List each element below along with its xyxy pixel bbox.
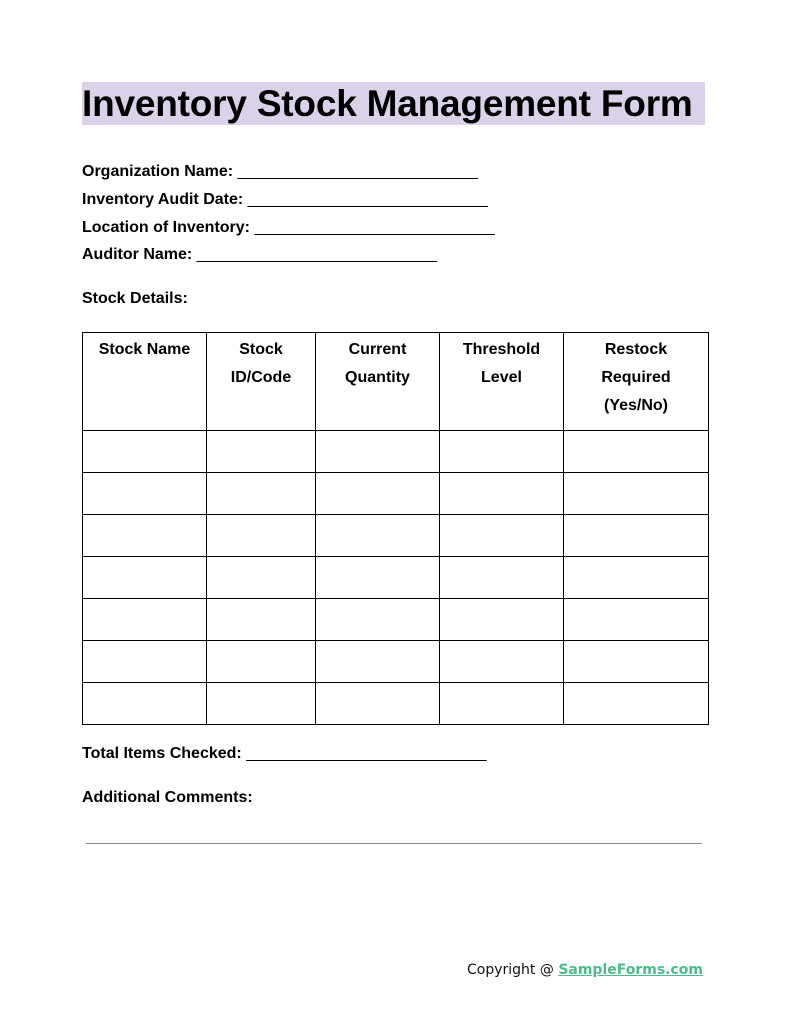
field-blank[interactable]: ___________________________ <box>247 191 488 208</box>
header-threshold-level: Threshold Level <box>440 333 564 431</box>
field-blank[interactable]: ___________________________ <box>237 163 478 180</box>
table-cell[interactable] <box>564 431 709 473</box>
table-header-row <box>83 333 709 431</box>
location-field[interactable] <box>82 218 495 238</box>
organization-name-field[interactable] <box>82 162 478 182</box>
stock-details-heading: Stock Details: <box>82 290 188 307</box>
table-row <box>83 557 709 599</box>
total-items-field[interactable] <box>82 744 486 764</box>
table-row <box>83 515 709 557</box>
table-cell[interactable] <box>564 473 709 515</box>
field-blank[interactable]: ___________________________ <box>196 246 437 263</box>
page-title: Inventory Stock Management Form <box>82 82 705 125</box>
table-cell[interactable] <box>440 431 564 473</box>
auditor-name-field[interactable] <box>82 245 437 265</box>
table-cell[interactable] <box>207 683 316 725</box>
table-row <box>83 599 709 641</box>
table-cell[interactable] <box>83 473 207 515</box>
field-label: Inventory Audit Date: <box>82 191 244 208</box>
table-cell[interactable] <box>83 515 207 557</box>
table-cell[interactable] <box>207 641 316 683</box>
table-cell[interactable] <box>83 599 207 641</box>
sampleforms-link[interactable]: SampleForms.com <box>558 962 704 978</box>
copyright-footer <box>467 962 703 978</box>
table-cell[interactable] <box>564 683 709 725</box>
table-cell[interactable] <box>564 641 709 683</box>
table-cell[interactable] <box>316 683 440 725</box>
table-cell[interactable] <box>316 431 440 473</box>
table-cell[interactable] <box>207 557 316 599</box>
table-cell[interactable] <box>440 557 564 599</box>
table-cell[interactable] <box>207 431 316 473</box>
table-row <box>83 641 709 683</box>
table-cell[interactable] <box>83 641 207 683</box>
table-cell[interactable] <box>316 473 440 515</box>
additional-comments-label: Additional Comments: <box>82 789 253 806</box>
table-cell[interactable] <box>440 473 564 515</box>
copyright-text: Copyright @ <box>467 962 559 978</box>
header-stock-name: Stock Name <box>83 333 207 431</box>
field-label: Auditor Name: <box>82 246 193 263</box>
header-stock-id: Stock ID/Code <box>207 333 316 431</box>
header-current-quantity: Current Quantity <box>316 333 440 431</box>
table-cell[interactable] <box>564 599 709 641</box>
table-cell[interactable] <box>440 641 564 683</box>
table-cell[interactable] <box>316 641 440 683</box>
table-cell[interactable] <box>207 515 316 557</box>
table-cell[interactable] <box>564 557 709 599</box>
comments-line[interactable] <box>86 843 702 844</box>
table-cell[interactable] <box>316 515 440 557</box>
table-row <box>83 473 709 515</box>
header-restock-required: Restock Required (Yes/No) <box>564 333 709 431</box>
table-cell[interactable] <box>440 599 564 641</box>
table-cell[interactable] <box>564 515 709 557</box>
table-cell[interactable] <box>207 473 316 515</box>
field-label: Total Items Checked: <box>82 745 242 762</box>
field-label: Location of Inventory: <box>82 219 250 236</box>
table-row <box>83 431 709 473</box>
table-cell[interactable] <box>440 683 564 725</box>
stock-table <box>82 332 709 725</box>
field-blank[interactable]: ___________________________ <box>246 745 487 762</box>
table-cell[interactable] <box>83 431 207 473</box>
table-cell[interactable] <box>83 683 207 725</box>
table-cell[interactable] <box>316 599 440 641</box>
table-cell[interactable] <box>207 599 316 641</box>
table-cell[interactable] <box>316 557 440 599</box>
table-cell[interactable] <box>83 557 207 599</box>
field-label: Organization Name: <box>82 163 234 180</box>
field-blank[interactable]: ___________________________ <box>254 219 495 236</box>
table-cell[interactable] <box>440 515 564 557</box>
table-row <box>83 683 709 725</box>
audit-date-field[interactable] <box>82 190 488 210</box>
